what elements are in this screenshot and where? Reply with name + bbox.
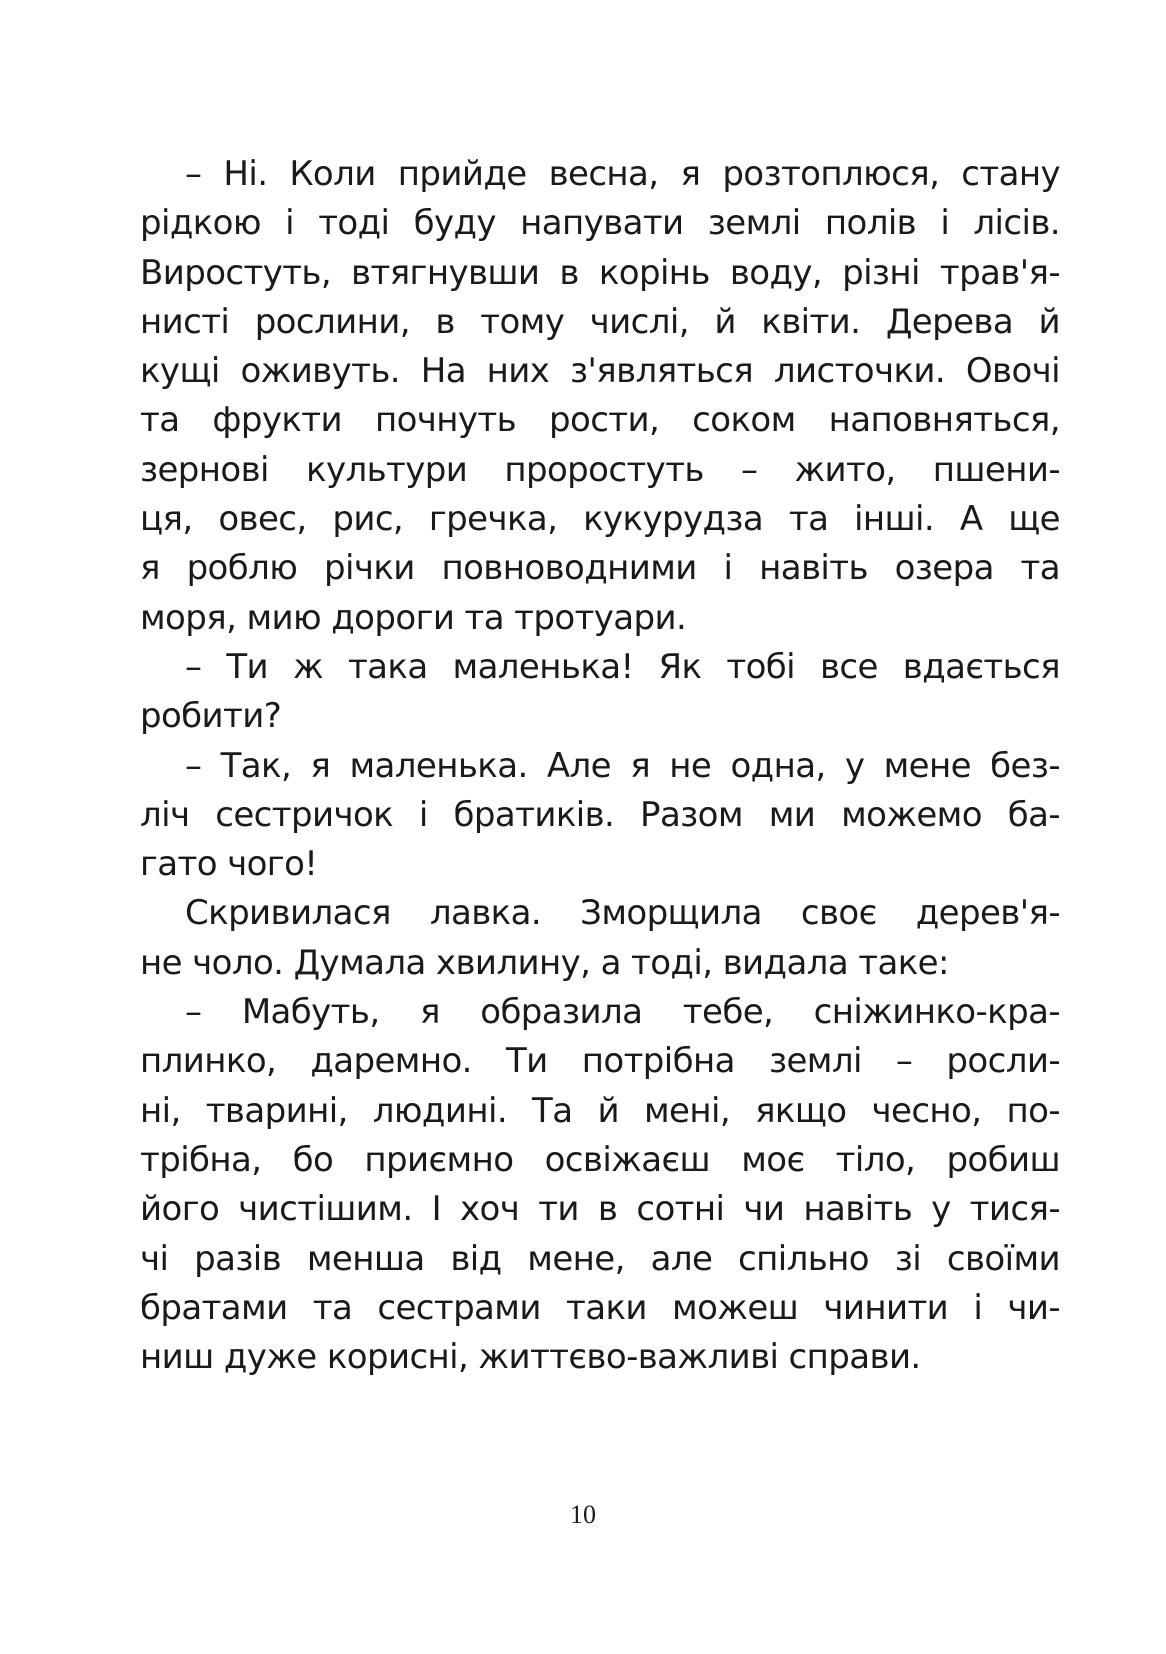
text-line: ниш дуже корисні, життєво-важливі справи. <box>140 1337 921 1378</box>
text-line: робити? <box>140 696 282 737</box>
text-line: зернові культури проростуть – жито, пшени- <box>140 449 1060 490</box>
text-line: ця, овес, рис, гречка, кукурудза та інші. А ще <box>140 499 1060 540</box>
text-line: трібна, бо приємно освіжаєш моє тіло, робиш <box>140 1139 1060 1180</box>
page-number: 10 <box>570 1500 596 1529</box>
text-line: ні, тварині, людині. Та й мені, якщо чесно, по- <box>140 1090 1060 1131</box>
text-line: моря, мию дороги та тротуари. <box>140 597 687 638</box>
text-line: – Мабуть, я образила тебе, сніжинко-кра- <box>185 992 1060 1033</box>
text-line: його чистішим. І хоч ти в сотні чи навіть у тися- <box>140 1189 1060 1230</box>
text-line: – Ти ж така маленька! Як тобі все вдається <box>185 646 1060 687</box>
text-line: плинко, даремно. Ти потрібна землі – росли- <box>140 1041 1060 1082</box>
text-line: братами та сестрами таки можеш чинити і чи- <box>140 1287 1060 1328</box>
story-text <box>140 150 1060 1382</box>
text-line: – Так, я маленька. Але я не одна, у мене без- <box>185 745 1060 786</box>
text-line: гато чого! <box>140 844 318 885</box>
text-line: кущі оживуть. На них з'являться листочки. Овочі <box>140 351 1060 392</box>
text-line: я роблю річки повноводними і навіть озера та <box>140 548 1060 589</box>
text-line: не чоло. Думала хвилину, а тоді, видала таке: <box>140 942 949 983</box>
text-line: Виростуть, втягнувши в корінь воду, різні трав'я- <box>140 252 1060 293</box>
text-line: рідкою і тоді буду напувати землі полів і лісів. <box>140 203 1060 244</box>
text-line: чі разів менша від мене, але спільно зі своїми <box>140 1238 1060 1279</box>
text-line: ліч сестричок і братиків. Разом ми можемо ба- <box>140 794 1060 835</box>
text-line: Скривилася лавка. Зморщила своє дерев'я- <box>185 893 1060 934</box>
text-line: – Ні. Коли прийде весна, я розтоплюся, стану <box>185 154 1060 194</box>
text-line: нисті рослини, в тому числі, й квіти. Дерева й <box>140 301 1060 342</box>
text-line: та фрукти почнуть рости, соком наповняться, <box>140 400 1060 441</box>
